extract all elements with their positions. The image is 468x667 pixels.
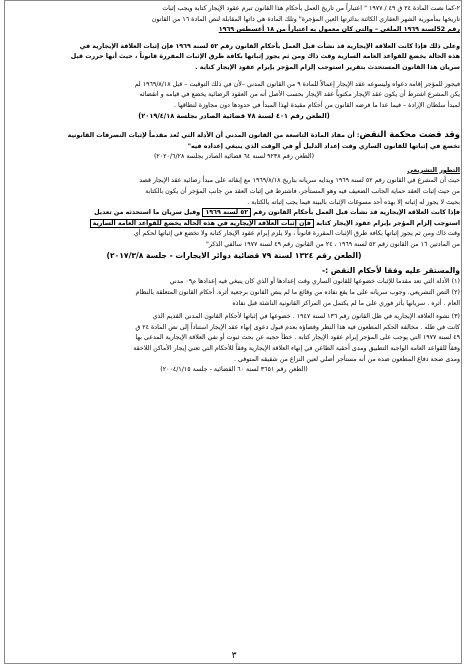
paragraph-lessor-claim [8,80,460,122]
highlight-box: ٥٢ لسنة ١٩٦٩ [202,208,251,217]
document-body [8,4,460,376]
list-item-continuation: ٤٩ لسنة ١٩٧٧ التي يوجب على المؤجر إبرام عقود الإيجار كتابة . خطأ حجبه عن بحث ثبوت أو نفي العلاقة الإيجارية المدعى بها [135,334,460,342]
text-line: حيث أن المشرع في القانون رقم ٥٢ لسنة ١٩٦٩ وبدايه سريانه بتاريخ ١٩٦٩/٨/١٨ مع إبقائه على مبدأ رضائية عقد الإيجار قصد [139,177,460,185]
text-line: سريان هذا القانون المستحدث بتقرير استوجب إلزام المؤجر بإبرام عقود الإيجار كتابة . [195,63,460,71]
section-heading: التطور التشريعي [407,166,460,174]
paragraph-article-24 [8,4,460,36]
text-line: وقت ذاك ومن ثم يجوز إثباتها بكافة طرق الإثبات المقررة قانوناً ، ولا يلزم إبرام عقود الإيجار كتابة ولا تخضع في إثباتها لحكم أي [133,230,460,238]
text-run: وقبل سريان ما استحدثه من تعديل [94,209,201,217]
ruling-citation: (الطعن رقم ٣٦٥١ لسنة ٦٠ القضائية - جلسة ٢٠٠٤/١/١٥) [160,366,308,374]
text-line: وعلى ذلك فإذا كانت العلاقة الإيجارية قد نشأت قبل العمل بأحكام القانون رقم ٥٢ لسنة ١٩٦٩ فإن إثبات العلاقة الإيجارية في [79,42,460,50]
text-line: من المادتين ١٦ من القانون رقم ٥٢ لسنة ١٩٦٩ ، ٢٤ من القانون رقم ٤٩ لسنة ١٩٧٧ سالفي الذكر" [205,240,460,248]
list-item: (٣) نشوء العلاقة الإيجارية في ظل القانون رقم ١٣٦ لسنة ١٩٤٧ . خضوعها في إثباتها لأحكام القانون المدني القديم الذي [152,313,460,321]
section-heading: والمستقر عليه وفقا لأحكام النقض :- [321,266,460,276]
text-run: فإذا كانت العلاقة الإيجارية قد نشأت قبل العمل بأحكام القانون رقم [253,209,460,217]
ruling-citation: (الطعن رقم ٤٠١ لسنة ٧٨ قضائية الصادر بجلسة ٢٠١٩/٤/١٨) [138,112,330,121]
text-run: : أن مفاد المادة التاسعة من القانون المدني أن الأدلة التي تُعد مقدماً لإثبات التصرفات القانونية [67,131,360,139]
text-line: من حيث إثبات العقد حماية الجانب الضعيف فيه وهو المستأجر، فاشترط في إثبات العقد من جانب المؤجر أن يكون بالكتابة [145,187,460,195]
section-heading: وقد قضت محكمة النقض [359,128,460,139]
text-line: تخضع في إثباتها للقانون الساري وقت إعداد الدليل أو في الوقت الذي ينبغي إعداده فيه" [187,142,460,150]
text-line: ٢-كما نصت المادة ٢٤ ق ٤٩ / ١٩٧٧ " اعتباراً من تاريخ العمل بأحكام هذا القانون تبرم عقود الإيجار كتابة ويجب إثبات [162,5,460,12]
text-line-underlined: رقم 52لسنة ١٩٦٩ الملغى – والتي كان معمول به اعتباراً من ١٨ أغسطس ١٩٦٩ [218,26,460,34]
list-item-continuation: ومدى صحة دفاع المطعون ضده من أنه مستأجر أصلي لعين النزاع من شقيقه المتوفى . [234,355,460,363]
text-line: هذه الحالة يخضع للقواعد العامة السارية وقت ذاك ومن ثم يجوز إثباتها بكافة طرق الإثبات المقررة قانوناً ، حيث أنها حررت قبل [70,53,460,61]
text-line: يكن المشرع اشترط أن يكون عقد الإيجار مكتوباً عقد الإيجار بحسب الأصل أنه من العقود الرضائية يخضع في قيامه و انقضائه [139,91,460,99]
ruling-citation: (الطعن رقم ١٣٢٤ لسنة ٧٩ قضائية دوائر الايجارات - جلسة ٢٠١٧/٣/٨) [106,251,362,261]
list-item-continuation: كانت في ظله . مخالفة الحكم المطعون فيه هذا النظر وقضاؤه بعدم قبول دعوى إنهاء عقد الإيجار استناداً إلى نص المادة ٢٤ ق [135,323,460,331]
highlight-box: فإن إثبات العلاقة الإيجارية في هذه الحالة يخضع للقواعد العامة السارية [90,219,314,228]
ruling-citation: (الطعن رقم ٩٢٣٨ لسنة ٦٤ قضائية الصادر بجلسة ٢٠٢٠/٦/٢٨) [153,153,315,161]
text-line: لمبدأ سلطان الإرادة – فيما عدا ما فرضه القانون من أحكام مقيدة لهذا المبدأ في حدودها دون مجاوزة لنطاقها . [174,101,460,109]
paragraph-cassation-ruling [8,128,460,163]
list-item-continuation: وفقاً للقواعد العامة الواجبة التطبيق ومدى أحقية الطاعن في إنهاء العلاقة الإيجارية وفقاً للأحكام التي تعني إيجار الأماكن اللاحقة [133,345,460,353]
text-run: استوجب إلزام المؤجر بإبرام عقود الإيجار كتابة [316,219,460,227]
paragraph-boxed-ruling [8,208,460,262]
text-line: فيجوز للمؤجر إقامة دعواه وليسوعه عقد الإيجار إعمالاً للمادة ٩ من القانون المدني –لأن في ذلك التوقيت – قبل ١٩٦٩/٨/١٨ لم [134,80,460,88]
text-line: بحيث لا يجوز له إثباته إلا بهذه أحد مسوغات الإثبات بالبينة فيما يجب إثباته بالكتابة . [247,198,460,206]
page-number: ٣ [231,651,237,661]
paragraph-legislative-development [8,166,460,208]
list-item: (٢) النص التشريعي. وجوب سريانه على ما يقع نفاذه من وقائع ما لم ينص القانون برجعية أثره. أحكام القانون المتعلقة بالنظام [135,289,460,297]
paragraph-established-principles [8,265,460,375]
paragraph-relationship-before-1969 [8,42,460,74]
list-item: (١) الأدلة التي تعد مقدما للإثبات خضوعها للقانون الساري وقت إعدادها أو الذي كان ينبغي فيه إعدادها م٠٩ مدني [169,278,460,286]
list-item-continuation: العام . أثره . سريانها بأثر فوري على ما لم يكتمل من المراكز القانونية الناشئة قبل نفاذه [232,299,460,307]
text-line: تاريخها بمأمورية الشهر العقاري الكائنة بدائرتها العين المؤجرة" وتلك المادة هي ذاتها المقابلة لنص المادة ١٦ من القانون [151,15,460,23]
